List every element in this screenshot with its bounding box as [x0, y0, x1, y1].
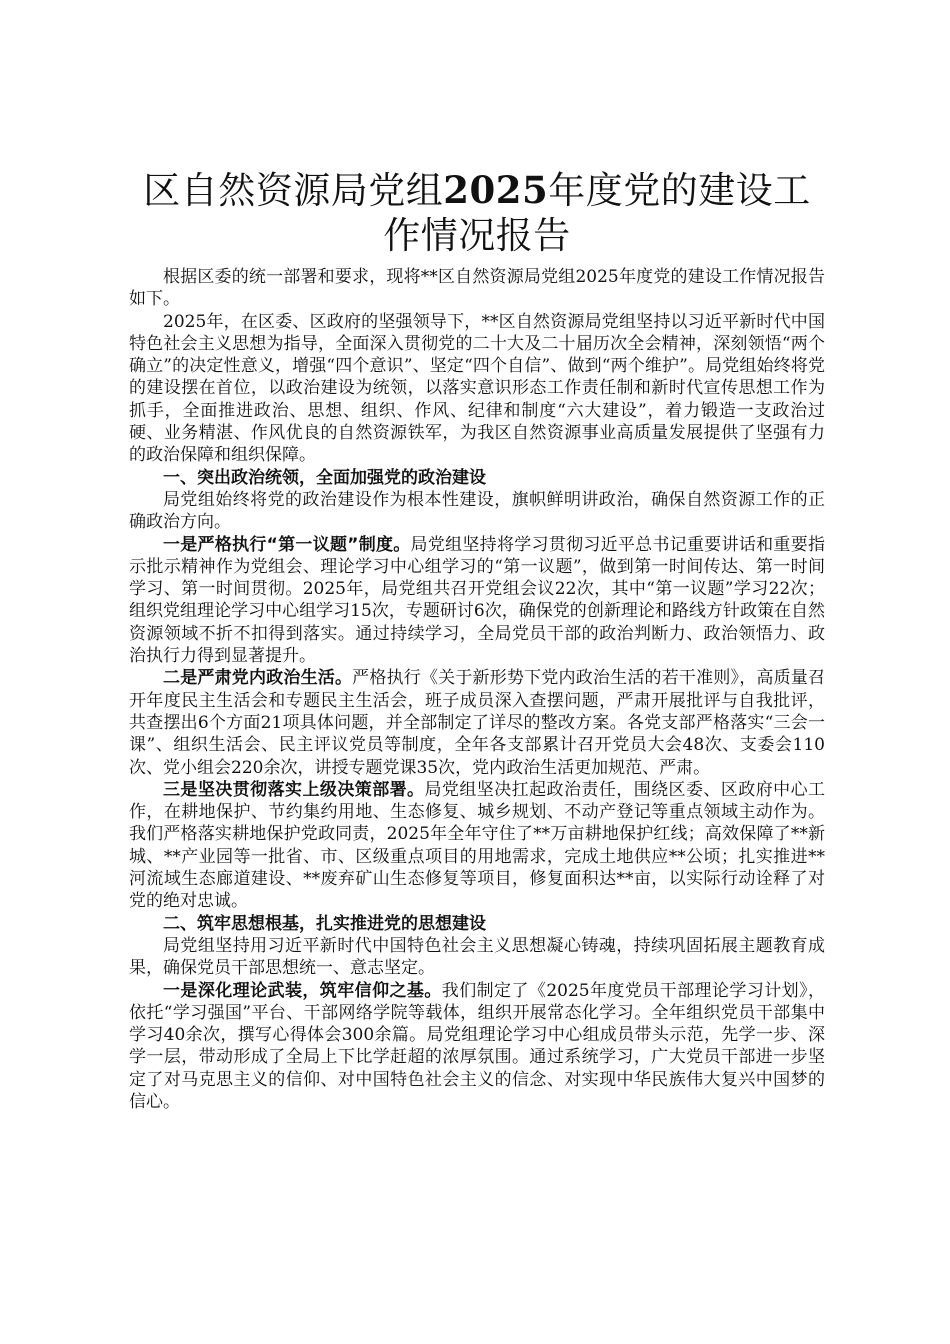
item-lead: 三是坚决贯彻落实上级决策部署。 [163, 779, 425, 800]
section-heading-1: 一、突出政治统领，全面加强党的政治建设 [163, 467, 486, 488]
document-page [129, 168, 825, 1113]
overview-paragraph: 2025年，在区委、区政府的坚强领导下，**区自然资源局党组坚持以习近平新时代中国特色社会主义思想为指导，全面深入贯彻党的二十大及二十届历次全会精神，深刻领悟“两个确立”的决定性意义，增强“四个意识”、坚定“四个自信”、做到“两个维护”。局党组始终将党的建设摆在首位，以政治建设为统领，以落实意识形态工作责任制和新时代宣传思想工作为抓手，全面推进政治、思想、组织、作风、纪律和制度“六大建设”，着力锻造一支政治过硬、业务精湛、作风优良的自然资源铁军，为我区自然资源事业高质量发展提供了坚强有力的政治保障和组织保障。 [129, 311, 825, 466]
section-intro-2: 局党组坚持用习近平新时代中国特色社会主义思想凝心铸魂，持续巩固拓展主题教育成果，确保党员干部思想统一、意志坚定。 [129, 935, 825, 979]
title-part2: 年度党的建设工作情况报告 [383, 169, 811, 257]
title-year: 2025 [443, 168, 549, 212]
title-part1: 区自然资源局党组 [143, 169, 444, 212]
item-text: 严格执行《关于新形势下党内政治生活的若干准则》，高质量召开年度民主生活会和专题民主生活会，班子成员深入查摆问题，严肃开展批评与自我批评，共查摆出6个方面21项具体问题，并全部制定了详尽的整改方案。各党支部严格落实“三会一课”、组织生活会、民主评议党员等制度，全年各支部累计召开党员大会48次、支委会110次、党小组会220余次，讲授专题党课35次，党内政治生活更加规范、严肃。 [129, 668, 825, 778]
section-1-item-2 [129, 667, 825, 778]
document-title [129, 168, 825, 258]
section-heading-2: 二、筑牢思想根基，扎实推进党的思想建设 [163, 913, 486, 934]
intro-paragraph: 根据区委的统一部署和要求，现将**区自然资源局党组2025年度党的建设工作情况报告如下。 [129, 267, 825, 310]
item-lead: 一是严格执行“第一议题”制度。 [163, 534, 411, 555]
section-1-item-1 [129, 534, 825, 668]
item-text: 我们制定了《2025年度党员干部理论学习计划》，依托“学习强国”平台、干部网络学院等载体，组织开展常态化学习。全年组织党员干部集中学习40余次，撰写心得体会300余篇。局党组理论学习中心组成员带头示范，先学一步、深学一层，带动形成了全局上下比学赶超的浓厚氛围。通过系统学习，广大党员干部进一步坚定了对马克思主义的信仰、对中国特色社会主义的信念、对实现中华民族伟大复兴中国梦的信心。 [129, 980, 826, 1112]
item-lead: 一是深化理论武装，筑牢信仰之基。 [163, 980, 442, 1001]
item-lead: 二是严肃党内政治生活。 [163, 668, 353, 689]
section-2-item-1 [129, 980, 825, 1114]
section-1-item-3 [129, 779, 825, 913]
item-text: 局党组坚决扛起政治责任，围绕区委、区政府中心工作，在耕地保护、节约集约用地、生态修复、城乡规划、不动产登记等重点领域主动作为。我们严格落实耕地保护党政同责，2025年全年守住了**万亩耕地保护红线；高效保障了**新城、**产业园等一批省、市、区级重点项目的用地需求，完成土地供应**公顷；扎实推进**河流域生态廊道建设、**废弃矿山生态修复等项目，修复面积达**亩，以实际行动诠释了对党的绝对忠诚。 [129, 779, 826, 912]
section-intro-1: 局党组始终将党的政治建设作为根本性建设，旗帜鲜明讲政治，确保自然资源工作的正确政治方向。 [129, 489, 825, 533]
item-text: 局党组坚持将学习贯彻习近平总书记重要讲话和重要指示批示精神作为党组会、理论学习中心组学习的“第一议题”，做到第一时间传达、第一时间学习、第一时间贯彻。2025年，局党组共召开党组会议22次，其中“第一议题”学习22次；组织党组理论学习中心组学习15次，专题研讨6次，确保党的创新理论和路线方针政策在自然资源领域不折不扣得到落实。通过持续学习，全局党员干部的政治判断力、政治领悟力、政治执行力得到显著提升。 [129, 534, 825, 667]
